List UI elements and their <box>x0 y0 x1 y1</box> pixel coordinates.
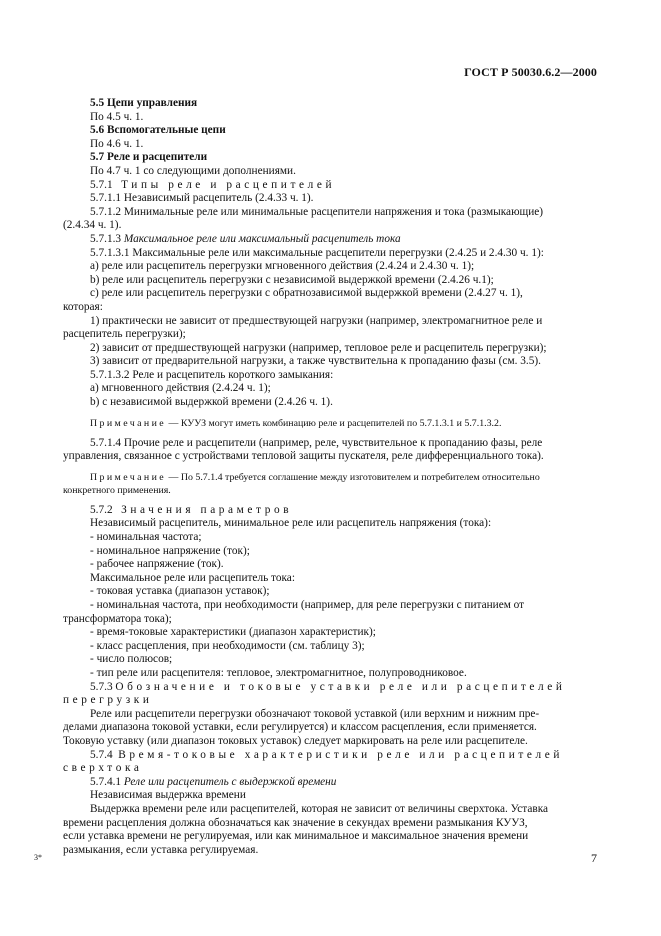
overcurrent-item: - время-токовые характеристики (диапазон характеристик); <box>90 626 376 639</box>
note-2-line1 <box>90 471 598 484</box>
note-1 <box>90 417 598 430</box>
section-5-7-3-para-line2: делами диапазона токовой уставки, если регулируется) и классом расцепления, если применяется. <box>63 721 537 734</box>
section-5-7-2-title: Значения параметров <box>121 503 293 516</box>
inverse-item-3: 3) зависит от предварительной нагрузки, а также чувствительна к пропаданию фазы (см. 3.5). <box>90 355 541 368</box>
overload-item-a: а) реле или расцепитель перегрузки мгновенного действия (2.4.24 и 2.4.30 ч. 1); <box>90 260 475 273</box>
section-5-7-4-heading <box>90 749 598 763</box>
section-5-7-3-number: 5.7.3 <box>90 680 113 693</box>
section-5-7-1-heading <box>90 179 598 193</box>
section-5-7-title: 5.7 Реле и расцепители <box>90 151 208 164</box>
clause-5-7-1-4-line2: управления, связанное с устройствами тепловой защиты пускателя, реле дифференциального тока). <box>63 450 544 463</box>
clause-5-7-4-1-number: 5.7.4.1 <box>90 775 122 788</box>
section-5-7-3-title-b: перегрузки <box>63 694 153 707</box>
overload-item-c-line2: которая: <box>63 300 103 313</box>
independent-item: - рабочее напряжение (ток). <box>90 558 224 571</box>
short-circuit-item-b: b) с независимой выдержкой времени (2.4.26 ч. 1). <box>90 396 333 409</box>
short-circuit-item-a: а) мгновенного действия (2.4.24 ч. 1); <box>90 382 271 395</box>
overcurrent-item: - класс расцепления, при необходимости (см. таблицу 3); <box>90 639 365 652</box>
independent-item: - номинальное напряжение (ток); <box>90 544 250 557</box>
section-5-5-title: 5.5 Цепи управления <box>90 97 198 109</box>
section-5-7-4-para-line3: если уставка времени не регулируемая, или как минимальное и максимальное значения времени <box>63 830 529 843</box>
page-number: 7 <box>591 851 597 865</box>
clause-5-7-1-3-heading <box>90 233 598 247</box>
section-5-7-1-title: Типы реле и расцепителей <box>121 178 336 191</box>
clause-5-7-1-4-line1: 5.7.1.4 Прочие реле и расцепители (например, реле, чувствительное к пропаданию фазы, реле <box>90 436 543 449</box>
overload-item-b: b) реле или расцепитель перегрузки с независимой выдержкой времени (2.4.26 ч.1); <box>90 273 494 286</box>
clause-5-7-1-2-line2: (2.4.34 ч. 1). <box>63 219 122 232</box>
section-5-5-text: По 4.5 ч. 1. <box>90 110 144 123</box>
clause-5-7-4-1-title: Реле или расцепитель с выдержкой времени <box>123 775 337 788</box>
note-1-text: — КУУЗ могут иметь комбинацию реле и расцепителей по 5.7.1.3.1 и 5.7.1.3.2. <box>168 417 502 429</box>
overcurrent-item: - число полюсов; <box>90 653 173 666</box>
section-5-7-4-para-line2: времени расцепления должна обозначаться как значение в секундах времени размыкания КУУЗ, <box>63 816 528 829</box>
overcurrent-item: - номинальная частота, при необходимости (например, для реле перегрузки с питанием от <box>90 599 525 611</box>
clause-5-7-4-1-heading <box>90 776 598 790</box>
clause-5-7-1-3-2: 5.7.1.3.2 Реле и расцепитель короткого замыкания: <box>90 368 334 381</box>
overcurrent-item: - тип реле или расцепителя: тепловое, электромагнитное, полупроводниковое. <box>90 666 467 679</box>
clause-5-7-1-3-title: Максимальное реле или максимальный расцепитель тока <box>123 232 401 245</box>
page-body <box>63 97 598 857</box>
section-5-7-4-para-line1: Выдержка времени реле или расцепителей, которая не зависит от величины сверхтока. Уставка <box>90 802 549 815</box>
section-5-6-title: 5.6 Вспомогательные цепи <box>90 124 226 137</box>
section-5-7-4-para-line4: размыкания, если уставка регулируемая. <box>63 843 259 856</box>
section-5-7-4-title-b: сверхтока <box>63 762 143 775</box>
note-2-text-b: конкретного применения. <box>63 484 171 496</box>
independent-item: - номинальная частота; <box>90 531 202 544</box>
section-5-7-1-number: 5.7.1 <box>90 178 113 191</box>
note-1-label: Примечание <box>90 417 167 429</box>
note-2-text-a: — По 5.7.1.4 требуется соглашение между изготовителем и потребителем относительно <box>168 471 540 483</box>
clause-5-7-1-3-number: 5.7.1.3 <box>90 232 122 245</box>
overcurrent-item: - токовая уставка (диапазон уставок); <box>90 585 270 598</box>
section-5-7-4-title-a: Время-токовые характеристики реле или расцепителей <box>118 748 563 761</box>
clause-5-7-1-3-1: 5.7.1.3.1 Максимальные реле или максимальные расцепители перегрузки (2.4.25 и 2.4.30 ч. 1): <box>90 246 544 259</box>
note-2-label: Примечание <box>90 471 167 483</box>
clause-5-7-1-1: 5.7.1.1 Независимый расцепитель (2.4.33 ч. 1). <box>90 192 314 205</box>
section-5-7-2-heading <box>90 504 598 518</box>
section-5-7-3-para-line3: Токовую уставку (или диапазон токовых уставок) следует маркировать на реле или расцепителе. <box>63 734 528 747</box>
section-5-7-3-heading <box>90 681 598 695</box>
inverse-item-2: 2) зависит от предшествующей нагрузки (например, тепловое реле и расцепитель перегрузки); <box>90 341 547 354</box>
footer-sheet-mark: 3* <box>34 853 42 862</box>
clause-5-7-1-2-line1: 5.7.1.2 Минимальные реле или минимальные расцепители напряжения и тока (размыкающие) <box>90 205 544 218</box>
section-5-7-2-number: 5.7.2 <box>90 503 113 516</box>
inverse-item-1-line1: 1) практически не зависит от предшествующей нагрузки (например, электромагнитное реле и <box>90 314 543 327</box>
standard-header: ГОСТ Р 50030.6.2—2000 <box>464 65 597 79</box>
overload-item-c-line1: с) реле или расцепитель перегрузки с обратнозависимой выдержкой времени (2.4.27 ч. 1), <box>90 287 523 300</box>
overcurrent-lead: Максимальное реле или расцепитель тока: <box>90 571 295 584</box>
section-5-7-text: По 4.7 ч. 1 со следующими дополнениями. <box>90 164 296 177</box>
section-5-7-3-para-line1: Реле или расцепители перегрузки обозначают токовой уставкой (или верхним и нижним пре- <box>90 707 540 720</box>
section-5-7-4-number: 5.7.4 <box>90 748 113 761</box>
definite-time-lead: Независимая выдержка времени <box>90 789 246 802</box>
section-5-7-3-title-a: Обозначение и токовые уставки реле или расцепителей <box>115 680 566 693</box>
independent-release-lead: Независимый расцепитель, минимальное реле или расцепитель напряжения (тока): <box>90 517 492 530</box>
section-5-6-text: По 4.6 ч. 1. <box>90 137 144 150</box>
overcurrent-item-continued: трансформатора тока); <box>63 612 172 625</box>
inverse-item-1-line2: расцепитель перегрузки); <box>63 328 186 341</box>
